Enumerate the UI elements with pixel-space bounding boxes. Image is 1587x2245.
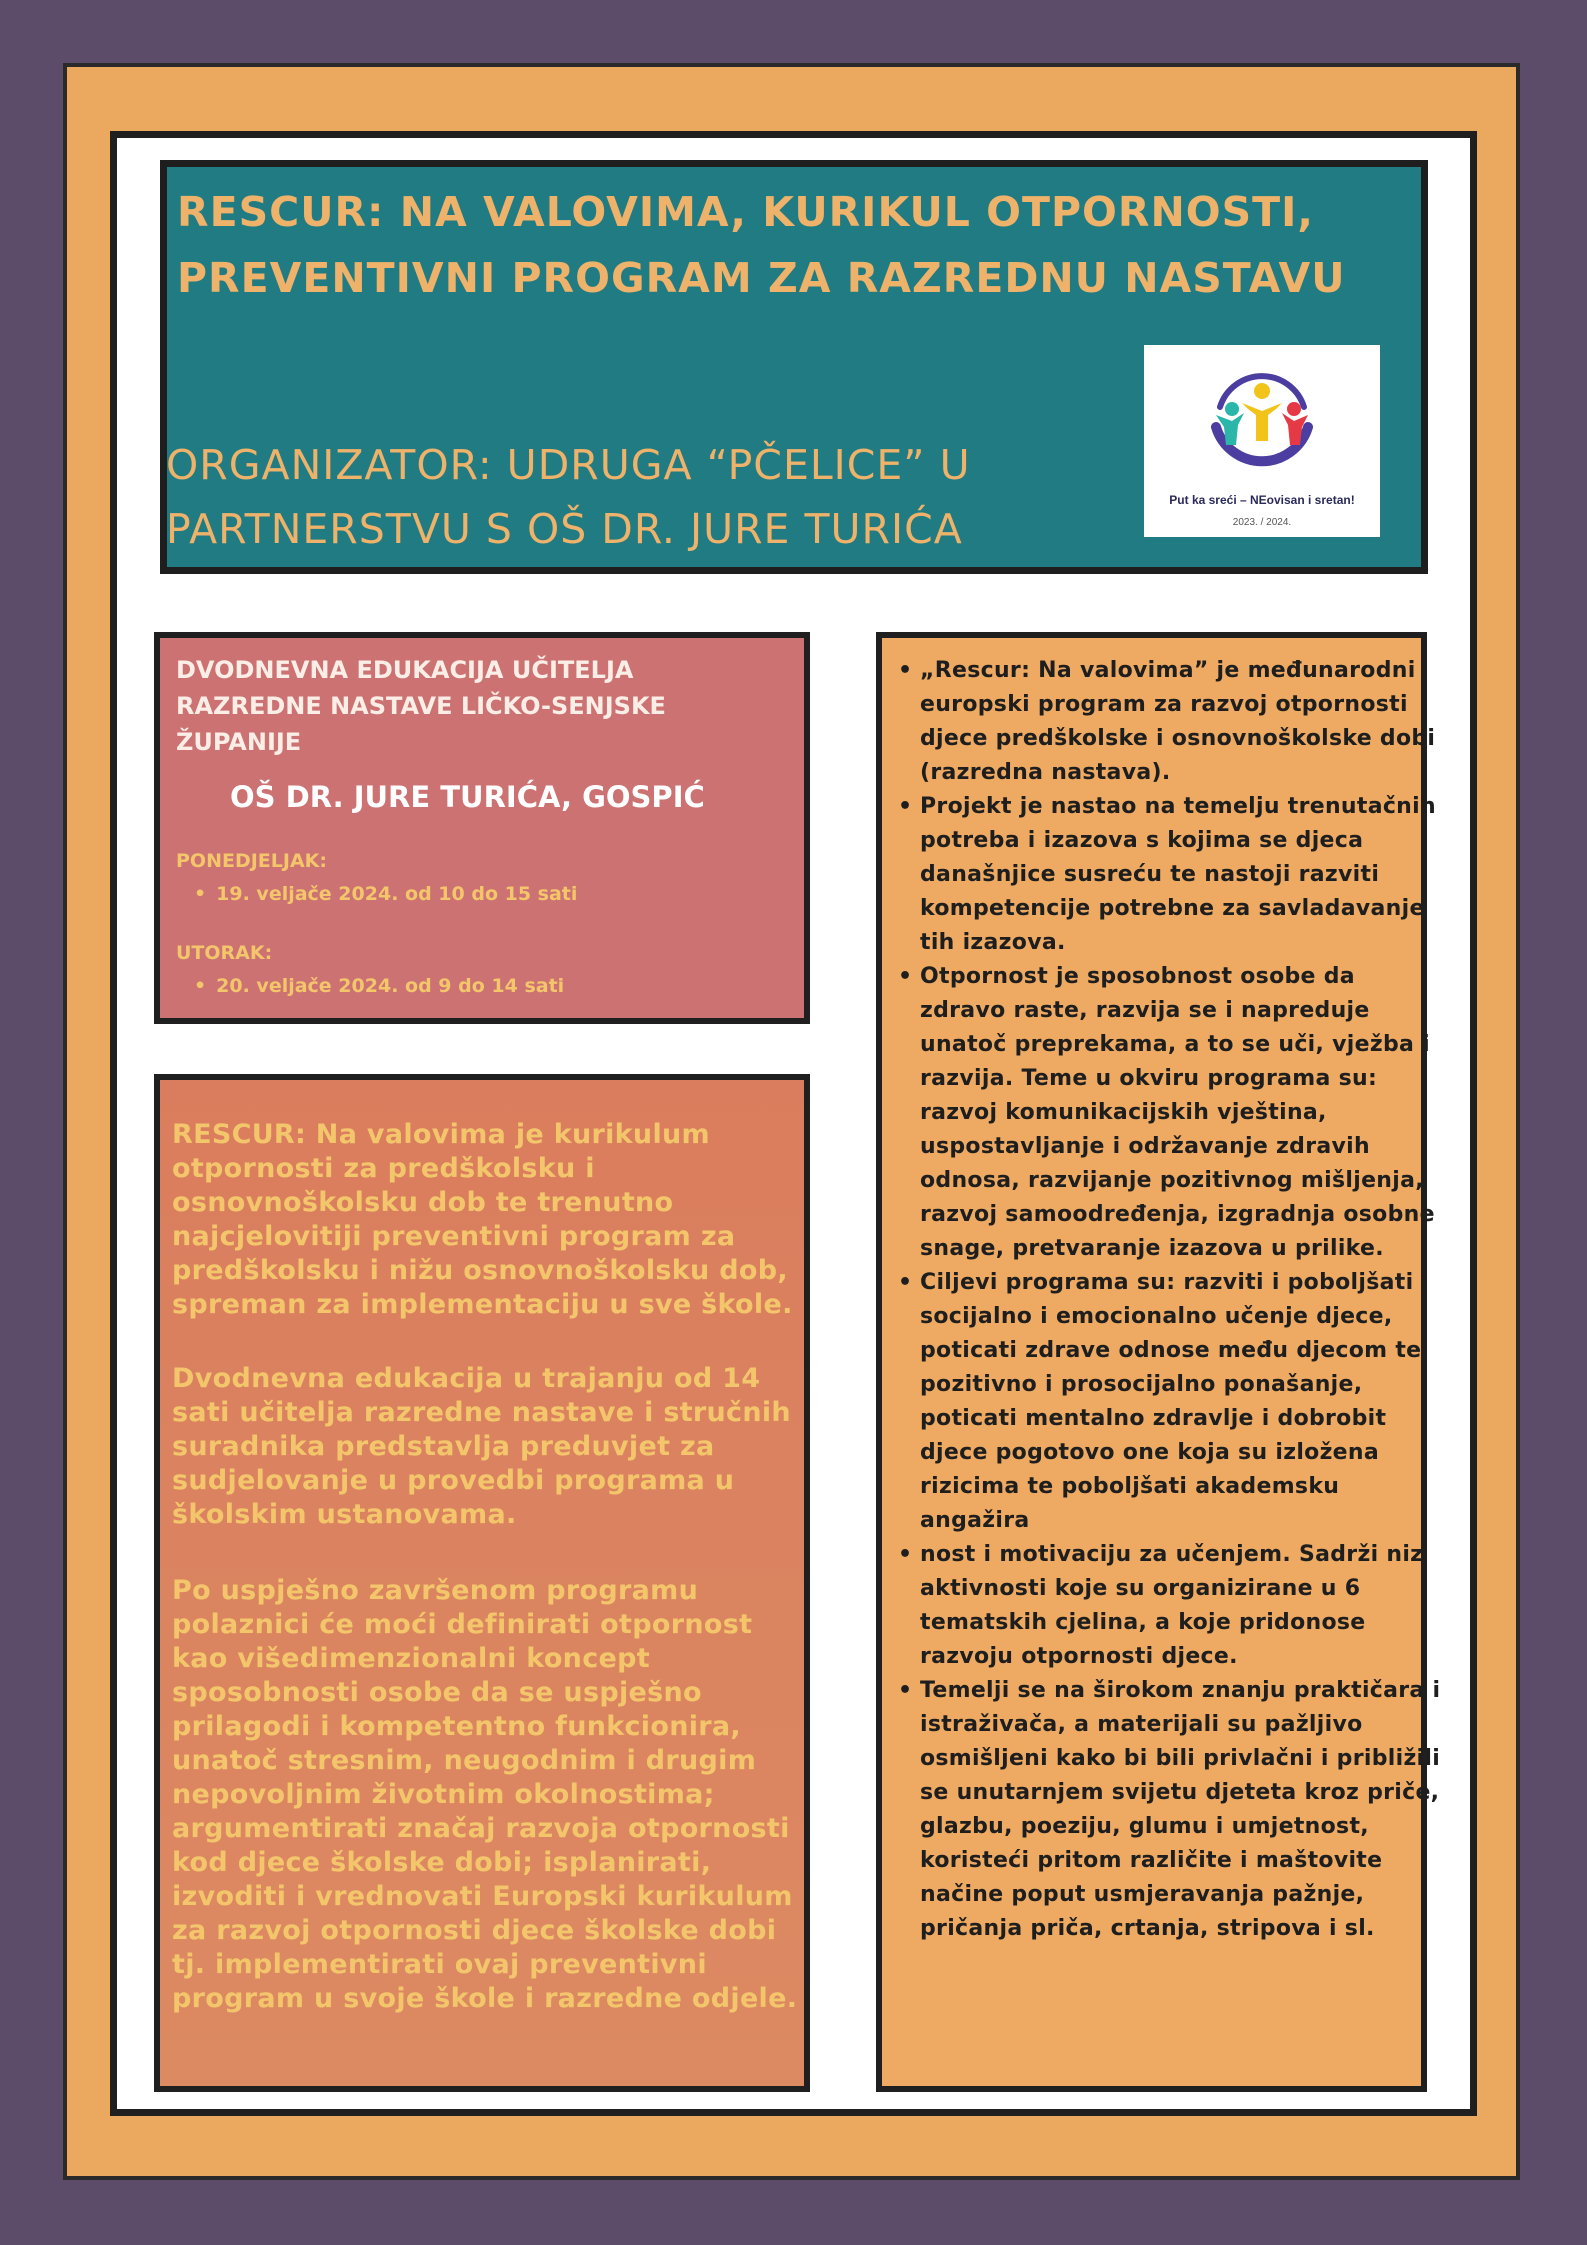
logo-slogan: Put ka sreći – NEovisan i sretan! bbox=[1169, 493, 1355, 507]
logo-card bbox=[1144, 345, 1380, 537]
intro-paragraph-3: Po uspješno završenom programu polaznici će moći definirati otpornost kao višedimenzionalni koncept sposobnosti osobe da se uspješno prilagodi i kompetentno funkcionira, unatoč stresnim, neugodnim i drugim nepovoljnim životnim okolnostima; argumentirati značaj razvoja otpornosti kod djece školske dobi; isplanirati, izvoditi i vrednovati Europski kurikulum za razvoj otpornosti djece školske dobi tj. implementirati ovaj preventivni program u svoje škole i razredne odjele. bbox=[172, 1575, 798, 2014]
event-info-box bbox=[154, 632, 810, 1024]
intro-paragraph-1: RESCUR: Na valovima je kurikulum otpornosti za predškolsku i osnovnoškolsku dob te trenutno najcjelovitiji preventivni program za predškolsku i nižu osnovnoškolsku dob, spreman za implementaciju u sve škole. bbox=[172, 1119, 793, 1320]
list-item: • Temelji se na širokom znanju praktičara i istraživača, a materijali su pažljivo osmišljeni kako bi bili privlačni i približili se unutarnjem svijetu djeteta kroz priče, glazbu, poeziju, glumu i umjetnost, koristeći pritom različite i maštovite načine poput usmjeravanja pažnje, pričanja priča, crtanja, stripova i sl. bbox=[920, 1674, 1442, 1946]
day1-date: • 19. veljače 2024. od 10 do 15 sati bbox=[194, 883, 694, 905]
program-info-box bbox=[876, 632, 1441, 2092]
event-title: DVODNEVNA EDUKACIJA UČITELJA RAZREDNE NASTAVE LIČKO-SENJSKE ŽUPANIJE bbox=[176, 656, 666, 756]
intro-box bbox=[154, 1074, 810, 2092]
list-item: • nost i motivaciju za učenjem. Sadrži niz aktivnosti koje su organizirane u 6 tematskih cjelina, a koje pridonose razvoju otpornosti djece. bbox=[920, 1538, 1442, 1674]
day2-date: • 20. veljače 2024. od 9 do 14 sati bbox=[194, 975, 694, 997]
list-item: • Ciljevi programa su: razviti i poboljšati socijalno i emocionalno učenje djece, poticati zdrave odnose među djecom te pozitivno i prosocijalno ponašanje, poticati mentalno zdravlje i dobrobit djece pogotovo one koja su izložena rizicima te poboljšati akademsku angažira bbox=[920, 1266, 1442, 1538]
logo-icon bbox=[1194, 349, 1330, 485]
page-title: RESCUR: NA VALOVIMA, KURIKUL OTPORNOSTI, PREVENTIVNI PROGRAM ZA RAZREDNU NASTAVU bbox=[177, 188, 1346, 302]
day2-label: UTORAK: bbox=[176, 942, 273, 964]
list-item: • Otpornost je sposobnost osobe da zdravo raste, razvija se i napreduje unatoč preprekama, a to se uči, vježba i razvija. Teme u okviru programa su: razvoj komunikacijskih vještina, uspostavljanje i održavanje zdravih odnosa, razvijanje pozitivnog mišljenja, razvoj samoodređenja, izgradnja osobne snage, pretvaranje izazova u prilike. bbox=[920, 960, 1442, 1266]
day1-label: PONEDJELJAK: bbox=[176, 850, 327, 872]
organizer-text: ORGANIZATOR: UDRUGA “PČELICE” U PARTNERSTVU S OŠ DR. JURE TURIĆA bbox=[166, 441, 971, 553]
list-item: • Projekt je nastao na temelju trenutačnih potreba i izazova s kojima se djeca današnjice susreću te nastoji razviti kompetencije potrebne za savladavanje tih izazova. bbox=[920, 790, 1442, 960]
intro-paragraph-2: Dvodnevna edukacija u trajanju od 14 sati učitelja razredne nastave i stručnih suradnika predstavlja preduvjet za sudjelovanje u provedbi programa u školskim ustanovama. bbox=[172, 1363, 791, 1530]
list-item: • „Rescur: Na valovima” je međunarodni europski program za razvoj otpornosti djece predškolske i osnovnoškolske dobi (razredna nastava). bbox=[920, 654, 1442, 790]
event-school: OŠ DR. JURE TURIĆA, GOSPIĆ bbox=[230, 780, 705, 814]
logo-year: 2023. / 2024. bbox=[1232, 517, 1292, 528]
program-info-list bbox=[886, 654, 1442, 1946]
